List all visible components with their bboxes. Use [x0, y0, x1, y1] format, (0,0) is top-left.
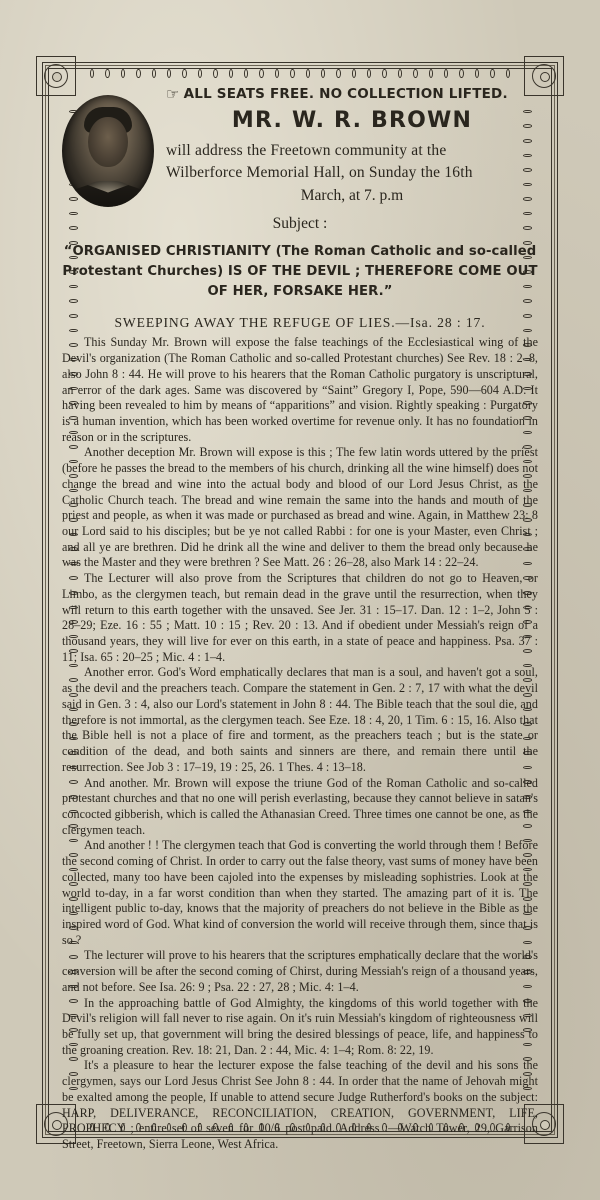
paragraph: In the approaching battle of God Almighty, the kingdoms of this world together with the Devil's religion will fall never to rise again. On it's ruin Messiah's kingdom of righteousness will be fully set up, that government will bring the desired blessings of peace, life, and happiness to the groaning creation. Rev. 18: 21, Dan. 2 : 44, Mic. 4: 1–4; Rom. 8: 22, 19. [62, 995, 538, 1057]
paragraph: It's a pleasure to hear the lecturer expose the false teaching of the devil and his sons the clergymen, says our Lord Jesus Christ See John 8 : 44. In order that the name of Jehovah might be exalted among the people, If unable to attend secure Judge Rutherford's books on the subject: HARP, DELIVERANCE, RECONCILIATION, CREATION, GOVERNMENT, LIFE, PROPHECY ; entire set of seven for 10/6 post paid. Address :—Watch Tower, 29, Garrison Street, Freetown, Sierra Leone, West Africa. [62, 1058, 538, 1152]
paragraph: Another error. God's Word emphatically declares that man is a soul, and haven't got a soul, as the devil and the preachers teach. Compare the statement in Gen. 2 : 7, 17 with what the devil said in Gen. 3 : 4, also our Lord's statement in John 8 : 44. The Bible teach that the soul die, and therefore is not immortal, as the clergymen teach. See Eze. 18 : 4, 20, 1 Tim. 6 : 15, 16. Also that the Bible hell is not a place of fire and torment, as the preachers teach ; but is the state or condition of the dead, and both saints and sinners are there, and remain there until the resurrection. See Job 3 : 17–19, 19 : 25, 26. 1 Thes. 4 : 13–18. [62, 665, 538, 774]
paragraph: The Lecturer will also prove from the Scriptures that children do not go to Heaven, or Limbo, as the clergymen teach, but remain dead in the grave until the resurrection, when they will return to this earth together with the unsaved. See Jer. 31 : 15–17. Dan. 12 : 1–2, John 5 : 28–29; Eze. 16 : 55 ; Matt. 10 : 15 ; Rev. 20 : 13. And if obedient under Messiah's reign of a thousand years, they will live for ever on this earth, in a state of peace and happiness. Psa. 37 : 11; Isa. 65 : 20–25 ; Mic. 4 : 1–4. [62, 571, 538, 664]
address-line-2: Wilberforce Memorial Hall, on Sunday the 16th [166, 164, 473, 182]
paragraph: And another. Mr. Brown will expose the triune God of the Roman Catholic and so-called protestant churches and that no one will perish everlasting, because they cannot believe in satan's concocted gibberish, which is called the Athanasian Creed. Three times one cannot be one, as the clergymen teach. [62, 775, 538, 837]
portrait-face [88, 117, 128, 167]
handbill-content [62, 82, 538, 1152]
pointing-hand-icon: ☞ [166, 85, 180, 103]
subject-text: “ORGANISED CHRISTIANITY (The Roman Catholic and so-called Protestant Churches) IS OF THE DEVIL ; THEREFORE COME OUT OF HER, FORSAKE HER.” [62, 244, 538, 299]
subject-label: Subject : [272, 215, 328, 232]
paragraph: Another deception Mr. Brown will expose is this ; The few latin words uttered by the priest (before he passes the bread to the members of his church, drinking all the wine himself) does not change the bread and wine into the actual body and blood of our Lord Jesus Christ, as the Catholic Church teach. The bread and wine remain the same into the hands and mouth of the priest and people, as when it was made or purchased as bread and wine. Again, in Matthew 23: 8 our Lord said to his disciples; but be ye not called Rabbi : for one is your Master, even Christ ; and all ye are brethren. Did he drink all the wine and deliver to them the bread only because he was the Master and they were brethren ? See Matt. 26 : 26–28, also Mark 14 : 22–24. [62, 445, 538, 570]
speaker-portrait-photo [62, 95, 154, 207]
portrait-container [62, 82, 158, 207]
paragraph: This Sunday Mr. Brown will expose the false teachings of the Ecclesiastical wing of the Devil's organization (The Roman Catholic and so-called Protestant churches) See Rev. 18 : 2–8, also John 8 : 44. He will prove to his hearers that the Roman Catholic purgatory is unscriptural, an error of the dark ages. Same was discovered by “Saint” Gregory I, Pope, 590—604 A.D. It having been revealed to him by means of “apparitions” and vision. Rightly speaking : Purgatory is a human invention, which has been worked overtime for revenue only. It has no foundation in reason or in the scriptures. [62, 335, 538, 444]
body-text [62, 335, 538, 1152]
masthead-text [158, 82, 538, 205]
address-line-1: will address the Freetown community at the [166, 142, 447, 159]
sweeping-heading: SWEEPING AWAY THE REFUGE OF LIES.—Isa. 28 : 17. [114, 315, 486, 331]
speaker-name: MR. W. R. BROWN [231, 108, 473, 133]
border-dots-top [90, 68, 510, 78]
all-seats-free-label: ALL SEATS FREE. NO COLLECTION LIFTED. [183, 86, 508, 102]
address-line-3: March, at 7. p.m [300, 186, 404, 204]
paragraph: The lecturer will prove to his hearers that the scriptures emphatically declare that the world's conversion will be after the second coming of Chirst, during Messiah's reign of a thousand years, and not before. See Isa. 26: 9 ; Psa. 22 : 27, 28 ; Mic. 4: 1–4. [62, 948, 538, 994]
masthead [62, 82, 538, 207]
all-seats-free-line [166, 84, 538, 102]
paragraph: And another ! ! The clergymen teach that God is converting the world through them ! Before the second coming of Christ. In order to carry out the false theory, vast sums of money have been collected, many too have been cajoled into the expenses by misleading sophistries. Look at the world to-day, in a far worst condition than when they started. The amazing part of it is. The intelligent public to-day, knows that the majority of preachers do not believe in the Bible as the inspired word of God. What kind of conversion the world will receive through them, since that is so ? [62, 838, 538, 947]
